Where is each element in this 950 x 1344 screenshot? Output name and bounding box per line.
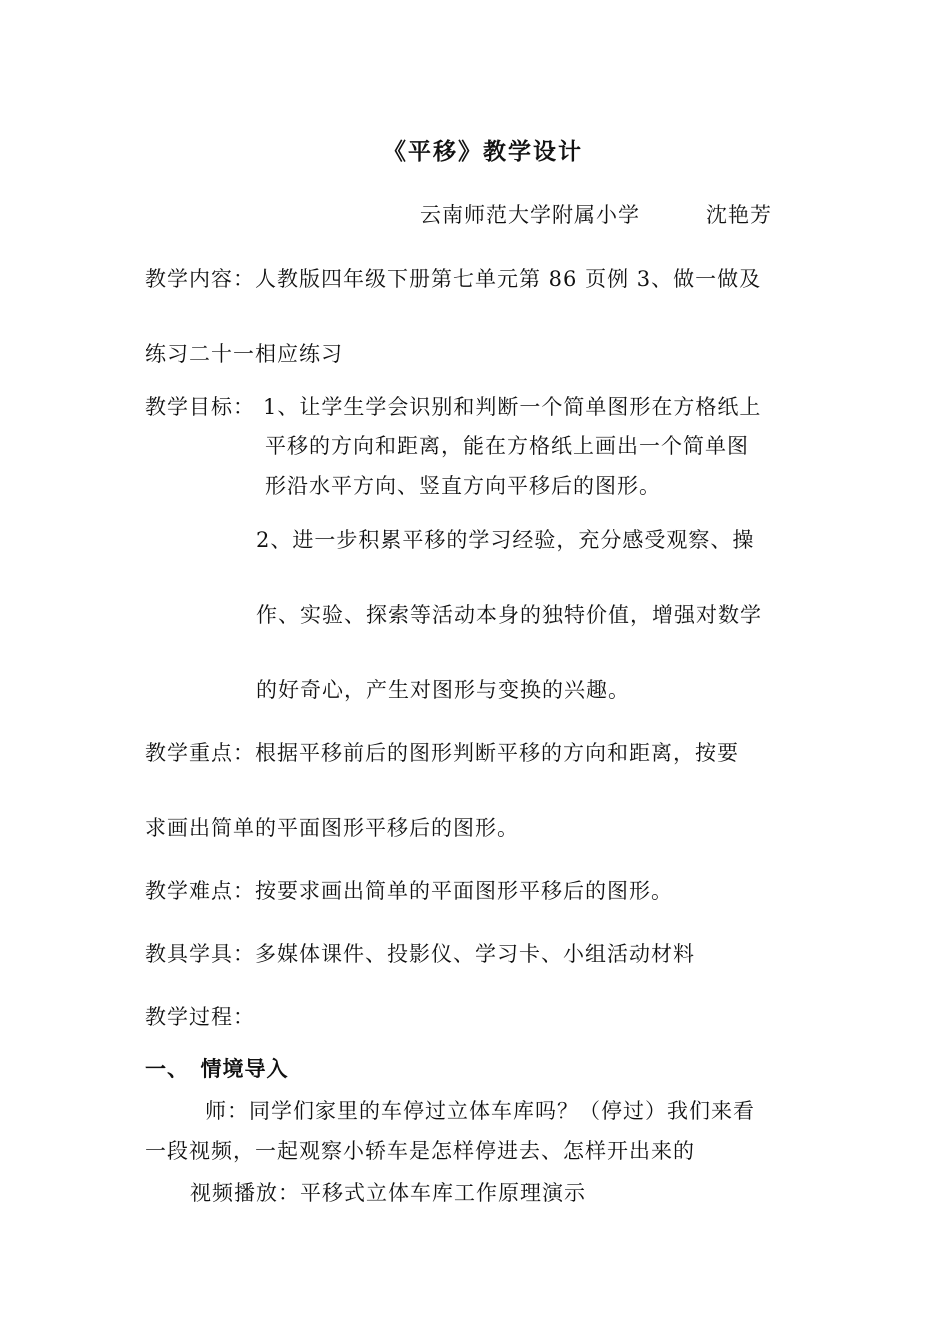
section-1-paragraph-2: 视频播放：平移式立体车库工作原理演示 bbox=[190, 1181, 586, 1205]
author-line: 云南师范大学附属小学 沈艳芳 bbox=[420, 203, 772, 227]
objectives-label: 教学目标： bbox=[145, 395, 255, 419]
objective-1-line-1: 1、让学生学会识别和判断一个简单图形在方格纸上 bbox=[263, 395, 762, 419]
objective-1-line-3: 形沿水平方向、竖直方向平移后的图形。 bbox=[265, 474, 661, 498]
section-1-paragraph-1-line-2: 一段视频，一起观察小轿车是怎样停进去、怎样开出来的 bbox=[145, 1139, 695, 1163]
process-label: 教学过程： bbox=[145, 1005, 255, 1029]
materials-line: 教具学具：多媒体课件、投影仪、学习卡、小组活动材料 bbox=[145, 942, 695, 966]
document-title: 《平移》教学设计 bbox=[383, 138, 583, 165]
key-points-line-2: 求画出简单的平面图形平移后的图形。 bbox=[145, 816, 519, 840]
objective-1-line-2: 平移的方向和距离，能在方格纸上画出一个简单图 bbox=[265, 434, 749, 458]
objective-2-line-2: 作、实验、探索等活动本身的独特价值，增强对数学 bbox=[256, 603, 762, 627]
teaching-content-line-2: 练习二十一相应练习 bbox=[145, 342, 343, 366]
objective-2-line-3: 的好奇心，产生对图形与变换的兴趣。 bbox=[256, 678, 630, 702]
objective-2-line-1: 2、进一步积累平移的学习经验，充分感受观察、操 bbox=[256, 528, 755, 552]
difficulty-line: 教学难点：按要求画出简单的平面图形平移后的图形。 bbox=[145, 879, 673, 903]
key-points-line-1: 教学重点：根据平移前后的图形判断平移的方向和距离，按要 bbox=[145, 741, 739, 765]
section-1-heading: 一、 情境导入 bbox=[145, 1056, 289, 1081]
section-1-paragraph-1-line-1: 师：同学们家里的车停过立体车库吗？（停过）我们来看 bbox=[205, 1099, 755, 1123]
teaching-content-line-1: 教学内容：人教版四年级下册第七单元第 86 页例 3、做一做及 bbox=[145, 267, 762, 291]
